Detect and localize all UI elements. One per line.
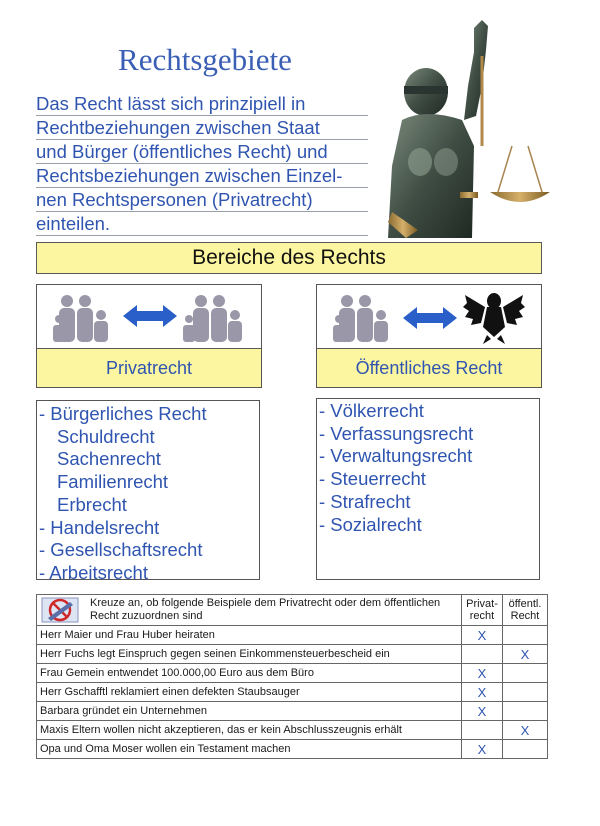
quiz-mark-privat[interactable]: X <box>462 740 503 759</box>
quiz-header-row <box>37 595 548 626</box>
oeffentliches-recht-label: Öffentliches Recht <box>317 348 541 387</box>
quiz-col-oeffentlich: öffentl. Recht <box>503 595 548 626</box>
intro-line: Das Recht lässt sich prinzipiell in <box>36 92 368 116</box>
quiz-table <box>36 594 548 759</box>
quiz-mark-oeffentlich[interactable] <box>503 626 548 645</box>
quiz-mark-oeffentlich[interactable] <box>503 664 548 683</box>
quiz-instruction: Kreuze an, ob folgende Beispiele dem Privatrecht oder dem öffentlichen Recht zuzuordnen sind <box>90 597 441 622</box>
quiz-question: Frau Gemein entwendet 100.000,00 Euro aus dem Büro <box>37 664 462 683</box>
double-arrow-icon <box>403 305 457 331</box>
list-item: - Strafrecht <box>319 490 411 512</box>
federal-eagle-icon <box>463 287 525 345</box>
list-item: - Handelsrecht <box>39 516 160 538</box>
intro-line: einteilen. <box>36 212 368 236</box>
list-item: Familienrecht <box>57 471 169 493</box>
intro-paragraph <box>36 92 368 236</box>
table-row <box>37 683 548 702</box>
table-row <box>37 740 548 759</box>
quiz-mark-privat[interactable]: X <box>462 702 503 721</box>
list-item: - Verfassungsrecht <box>319 422 474 444</box>
quiz-question: Herr Gschafftl reklamiert einen defekten Staubsauger <box>37 683 462 702</box>
quiz-mark-privat[interactable] <box>462 645 503 664</box>
quiz-col-privat: Privat- recht <box>462 595 503 626</box>
list-item: - Völkerrecht <box>319 400 424 421</box>
quiz-mark-privat[interactable]: X <box>462 626 503 645</box>
oeffentliches-recht-panel <box>316 284 542 388</box>
quiz-mark-oeffentlich[interactable]: X <box>503 645 548 664</box>
quiz-mark-oeffentlich[interactable] <box>503 683 548 702</box>
list-item: Schuldrecht <box>57 425 155 447</box>
page-title: Rechtsgebiete <box>118 42 292 77</box>
quiz-question: Herr Maier und Frau Huber heiraten <box>37 626 462 645</box>
quiz-instruction-cell <box>37 595 462 626</box>
list-item: Sachenrecht <box>57 448 161 470</box>
table-row <box>37 626 548 645</box>
family-icon <box>329 289 395 347</box>
intro-line: und Bürger (öffentliches Recht) und <box>36 140 368 164</box>
privatrecht-list <box>36 400 260 583</box>
table-row <box>37 702 548 721</box>
quiz-mark-privat[interactable] <box>462 721 503 740</box>
quiz-mark-oeffentlich[interactable]: X <box>503 721 548 740</box>
table-row <box>37 721 548 740</box>
quiz-question: Opa und Oma Moser wollen ein Testament machen <box>37 740 462 759</box>
quiz-question: Maxis Eltern wollen nicht akzeptieren, das er kein Abschlusszeugnis erhält <box>37 721 462 740</box>
list-item: - Gesellschaftsrecht <box>39 539 203 561</box>
justitia-statue-image <box>382 16 600 238</box>
double-arrow-icon <box>123 303 177 329</box>
oeffentliches-recht-list <box>316 398 540 580</box>
privatrecht-label: Privatrecht <box>37 348 261 387</box>
intro-line: Rechtsbeziehungen zwischen Einzel- <box>36 164 368 188</box>
table-row <box>37 645 548 664</box>
list-item: - Bürgerliches Recht <box>39 403 207 424</box>
quiz-mark-oeffentlich[interactable] <box>503 702 548 721</box>
quiz-question: Barbara gründet ein Unternehmen <box>37 702 462 721</box>
list-item: - Verwaltungsrecht <box>319 445 473 467</box>
section-heading: Bereiche des Rechts <box>36 242 542 274</box>
list-item: - Arbeitsrecht <box>39 561 148 583</box>
list-item: Erbrecht <box>57 493 127 515</box>
table-row <box>37 664 548 683</box>
privatrecht-panel <box>36 284 262 388</box>
list-item: - Steuerrecht <box>319 468 426 490</box>
list-item: - Sozialrecht <box>319 513 422 535</box>
pencil-cross-icon <box>40 596 80 624</box>
quiz-mark-privat[interactable]: X <box>462 683 503 702</box>
quiz-mark-oeffentlich[interactable] <box>503 740 548 759</box>
quiz-question: Herr Fuchs legt Einspruch gegen seinen Einkommensteuerbescheid ein <box>37 645 462 664</box>
family-icon <box>181 289 251 347</box>
quiz-mark-privat[interactable]: X <box>462 664 503 683</box>
intro-line: Rechtbeziehungen zwischen Staat <box>36 116 368 140</box>
intro-line: nen Rechtspersonen (Privatrecht) <box>36 188 368 212</box>
